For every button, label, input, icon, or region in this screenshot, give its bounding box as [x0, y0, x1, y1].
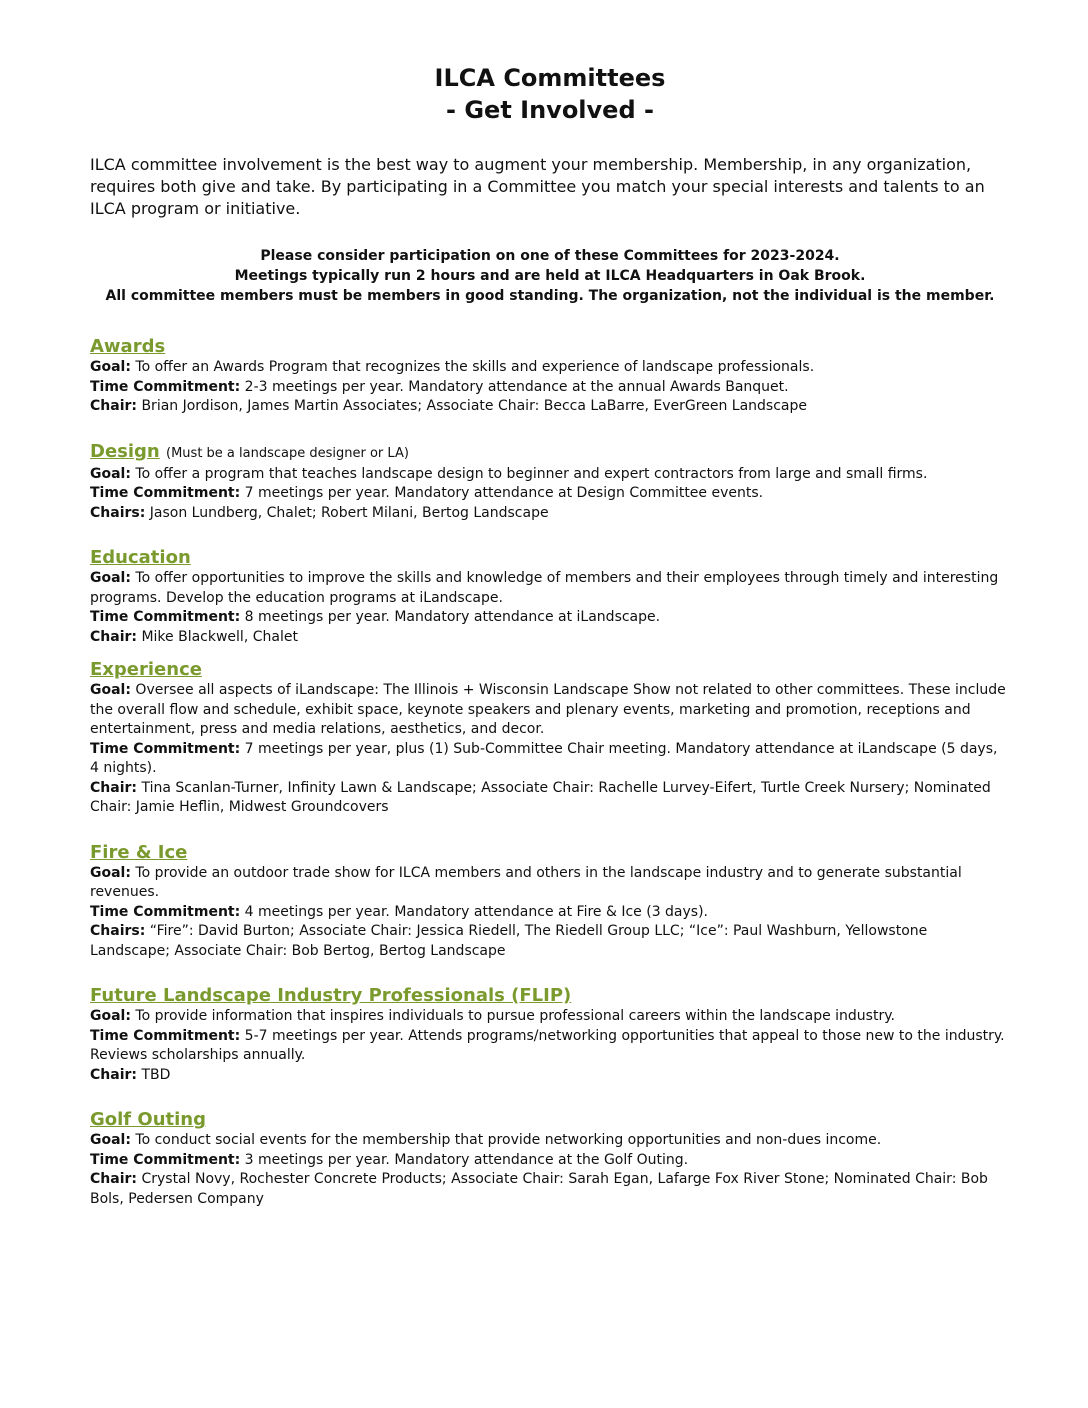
committee-heading-link[interactable]: Experience — [90, 659, 202, 680]
time-text: 5-7 meetings per year. Attends programs/networking opportunities that appeal to those new to the industry. Reviews scholarships annually. — [90, 1027, 1005, 1063]
chair-text: Brian Jordison, James Martin Associates; Associate Chair: Becca LaBarre, EverGreen Landscape — [141, 398, 807, 414]
chair-label: Chair: — [90, 398, 137, 414]
chair-label: Chair: — [90, 628, 137, 645]
goal-label: Goal: — [90, 465, 131, 482]
chair-text: “Fire”: David Burton; Associate Chair: Jessica Riedell, The Riedell Group LLC; “Ice”: Paul Washburn, Yellowstone Landscape; Associate Chair: Bob Bertog, Bertog Landscape — [90, 923, 928, 959]
committee-time — [90, 608, 1010, 628]
committee-goal — [90, 569, 1010, 608]
committee-goal — [90, 864, 1010, 903]
committee-chair — [90, 504, 1010, 524]
goal-text: To offer opportunities to improve the skills and knowledge of members and their employees through timely and interesting programs. Develop the education programs at iLandscape. — [90, 570, 999, 606]
committee-chair — [90, 397, 1010, 417]
committee-goal — [90, 465, 1010, 485]
goal-text: Oversee all aspects of iLandscape: The Illinois + Wisconsin Landscape Show not related to other committees. These include the overall flow and schedule, exhibit space, keynote speakers and plenary events, marketing and promotion, receptions and entertainment, press and media relations, aesthetics, and decor. — [90, 682, 1006, 737]
committee-chair — [90, 628, 1010, 648]
page-title — [90, 62, 1010, 126]
chair-label: Chair: — [90, 779, 137, 796]
time-label: Time Commitment: — [90, 609, 241, 625]
goal-label: Goal: — [90, 1132, 131, 1148]
committee-time — [90, 903, 1010, 923]
committee-awards — [90, 336, 1010, 417]
committee-chair — [90, 922, 1010, 961]
goal-text: To provide information that inspires individuals to pursue professional careers within the landscape industry. — [135, 1008, 895, 1024]
notice-line-3: All committee members must be members in good standing. The organization, not the individual is the member. — [105, 288, 995, 304]
time-text: 3 meetings per year. Mandatory attendance at the Golf Outing. — [244, 1151, 689, 1168]
goal-label: Goal: — [90, 359, 131, 375]
time-text: 8 meetings per year. Mandatory attendance at iLandscape. — [244, 609, 661, 625]
title-line-1: ILCA Committees — [434, 64, 666, 92]
committee-goal — [90, 1131, 1010, 1151]
time-text: 2-3 meetings per year. Mandatory attendance at the annual Awards Banquet. — [244, 378, 789, 395]
committee-heading-link[interactable]: Design — [90, 440, 160, 462]
notice-line-1: Please consider participation on one of these Committees for 2023-2024. — [260, 248, 840, 264]
chair-label: Chairs: — [90, 504, 146, 521]
committee-goal — [90, 1007, 1010, 1027]
time-label: Time Commitment: — [90, 1027, 241, 1044]
intro-paragraph: ILCA committee involvement is the best way to augment your membership. Membership, in any organization, requires both give and take. By participating in a Committee you match your special interests and talents to an ILCA program or initiative. — [90, 155, 985, 218]
goal-text: To offer an Awards Program that recognizes the skills and experience of landscape professionals. — [135, 359, 815, 375]
committee-heading-link[interactable]: Fire & Ice — [90, 841, 188, 863]
goal-text: To provide an outdoor trade show for ILCA members and others in the landscape industry and to generate substantial revenues. — [90, 864, 962, 900]
time-label: Time Commitment: — [90, 378, 241, 395]
goal-label: Goal: — [90, 1008, 131, 1024]
time-label: Time Commitment: — [90, 1151, 241, 1168]
notice-line-2: Meetings typically run 2 hours and are held at ILCA Headquarters in Oak Brook. — [234, 268, 866, 284]
committee-goal — [90, 681, 1010, 740]
committee-heading-link[interactable]: Awards — [90, 336, 166, 357]
committee-education — [90, 547, 1010, 647]
committee-chair — [90, 1066, 1010, 1086]
committee-heading-link[interactable]: Golf Outing — [90, 1109, 206, 1130]
goal-label: Goal: — [90, 864, 131, 881]
committee-time — [90, 484, 1010, 504]
chair-text: TBD — [141, 1066, 171, 1083]
committee-time — [90, 740, 1010, 779]
committee-goal — [90, 358, 1010, 378]
goal-label: Goal: — [90, 570, 131, 586]
committee-time — [90, 1027, 1010, 1066]
chair-text: Crystal Novy, Rochester Concrete Products; Associate Chair: Sarah Egan, Lafarge Fox River Stone; Nominated Chair: Bob Bols, Pedersen Company — [90, 1171, 988, 1207]
committee-experience — [90, 659, 1010, 818]
goal-label: Goal: — [90, 682, 131, 698]
committee-design — [90, 441, 1010, 524]
time-label: Time Commitment: — [90, 485, 241, 501]
time-label: Time Commitment: — [90, 740, 241, 757]
goal-text: To conduct social events for the membership that provide networking opportunities and non-dues income. — [135, 1132, 882, 1148]
time-text: 7 meetings per year. Mandatory attendance at Design Committee events. — [244, 485, 764, 501]
committee-note: (Must be a landscape designer or LA) — [166, 445, 409, 461]
document-page — [90, 62, 1010, 1209]
committee-time — [90, 1151, 1010, 1171]
committee-heading-link[interactable]: Education — [90, 547, 191, 568]
committee-golf-outing — [90, 1109, 1010, 1209]
chair-text: Tina Scanlan-Turner, Infinity Lawn & Landscape; Associate Chair: Rachelle Lurvey-Eifert, Turtle Creek Nursery; Nominated Chair: Jamie Heflin, Midwest Groundcovers — [90, 779, 991, 815]
chair-text: Mike Blackwell, Chalet — [141, 628, 298, 645]
chair-label: Chair: — [90, 1171, 137, 1187]
chair-text: Jason Lundberg, Chalet; Robert Milani, Bertog Landscape — [149, 504, 549, 521]
chair-label: Chairs: — [90, 923, 146, 939]
committee-flip — [90, 985, 1010, 1085]
committee-chair — [90, 1170, 1010, 1209]
participation-notice — [90, 246, 1010, 306]
goal-text: To offer a program that teaches landscape design to beginner and expert contractors from large and small firms. — [135, 465, 928, 482]
title-line-2: - Get Involved - — [446, 96, 654, 124]
committee-chair — [90, 779, 1010, 818]
committee-fire-and-ice — [90, 842, 1010, 962]
committee-time — [90, 378, 1010, 398]
time-text: 7 meetings per year, plus (1) Sub-Committee Chair meeting. Mandatory attendance at iLandscape (5 days, 4 nights). — [90, 740, 998, 776]
time-text: 4 meetings per year. Mandatory attendance at Fire & Ice (3 days). — [244, 903, 709, 920]
committee-heading-link[interactable]: Future Landscape Industry Professionals (FLIP) — [90, 985, 572, 1006]
chair-label: Chair: — [90, 1066, 137, 1083]
time-label: Time Commitment: — [90, 903, 241, 920]
